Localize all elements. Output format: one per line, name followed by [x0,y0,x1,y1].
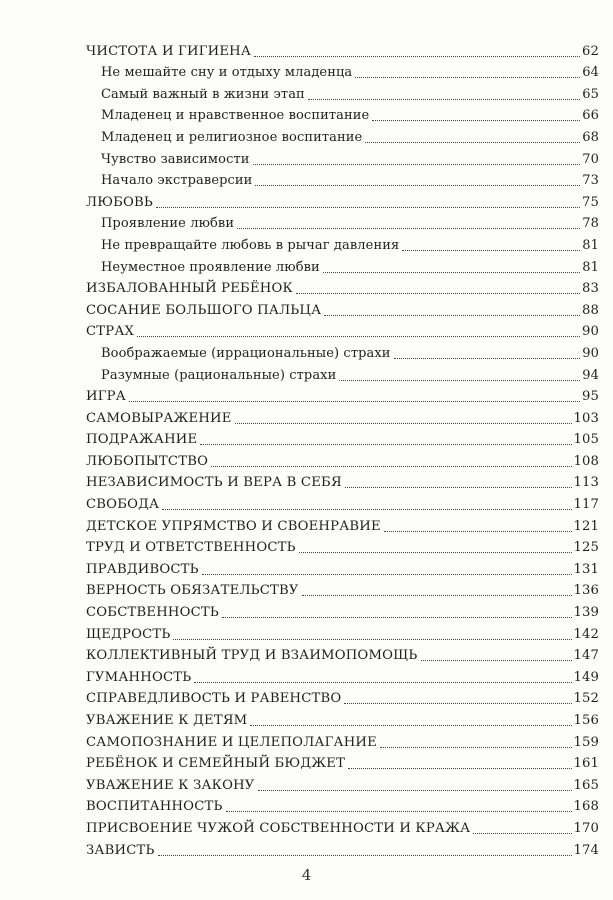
dot-leader [237,228,580,229]
toc-entry [86,276,599,298]
toc-entry-page: 159 [573,734,599,750]
toc-entry [86,362,599,384]
table-of-contents [86,38,599,859]
toc-entry-page: 170 [573,820,599,836]
toc-entry-title: КОЛЛЕКТИВНЫЙ ТРУД И ВЗАИМОПОМОЩЬ [86,648,418,664]
toc-entry-title: ЩЕДРОСТЬ [86,626,171,642]
toc-entry-title: УВАЖЕНИЕ К ЗАКОНУ [86,777,255,793]
toc-entry [86,38,599,60]
dot-leader [421,660,572,661]
toc-entry-title: ДЕТСКОЕ УПРЯМСТВО И СВОЕНРАВИЕ [86,518,381,534]
toc-entry-title: ПРАВДИВОСТЬ [86,561,199,577]
toc-entry [86,686,599,708]
toc-entry-title: УВАЖЕНИЕ К ДЕТЯМ [86,713,248,728]
toc-entry-page: 88 [582,302,599,318]
toc-entry-page: 68 [582,129,599,145]
dot-leader [348,768,571,769]
toc-entry-page: 125 [573,540,599,556]
toc-entry-title: Воображаемые (иррациональные) страхи [101,345,391,361]
toc-entry-page: 113 [573,475,599,491]
toc-entry [86,707,599,729]
toc-entry [86,751,599,773]
toc-entry-title: СОБСТВЕННОСТЬ [86,605,219,621]
toc-entry [86,211,599,233]
toc-entry-page: 165 [573,777,599,793]
toc-entry [86,254,599,276]
dot-leader [235,423,572,424]
toc-entry-page: 121 [573,518,599,534]
dot-leader [211,466,571,467]
toc-entry-page: 78 [582,216,599,232]
toc-entry-title: Не превращайте любовь в рычаг давления [101,237,400,253]
toc-entry-title: СВОБОДА [86,497,160,513]
toc-entry [86,664,599,686]
toc-entry [86,513,599,535]
dot-leader [194,682,571,683]
dot-leader [226,811,572,812]
toc-entry-page: 156 [573,713,599,728]
dot-leader [173,639,571,640]
dot-leader [355,77,580,78]
dot-leader [344,703,571,704]
toc-entry-title: ТРУД И ОТВЕТСТВЕННОСТЬ [86,540,296,556]
toc-entry-title: ВОСПИТАННОСТЬ [86,799,223,815]
toc-entry-page: 105 [573,432,599,448]
toc-entry-page: 168 [573,799,599,815]
toc-entry [86,384,599,406]
dot-leader [394,358,581,359]
toc-entry [86,340,599,362]
toc-entry-page: 147 [573,648,599,664]
toc-entry-title: Начало экстраверсии [101,173,253,189]
dot-leader [402,250,580,251]
dot-leader [365,142,580,143]
toc-entry [86,448,599,470]
toc-entry-page: 149 [573,669,599,685]
toc-entry [86,815,599,837]
toc-entry [86,470,599,492]
dot-leader [258,790,572,791]
dot-leader [129,401,580,402]
toc-entry-page: 152 [573,691,599,707]
toc-entry-title: ВЕРНОСТЬ ОБЯЗАТЕЛЬСТВУ [86,583,299,599]
toc-entry-title: ЗАВИСТЬ [86,842,155,858]
toc-entry-title: СПРАВЕДЛИВОСТЬ И РАВЕНСТВО [86,691,342,707]
toc-entry-title: Неуместное проявление любви [101,259,320,275]
dot-leader [158,855,572,856]
toc-entry-title: СОСАНИЕ БОЛЬШОГО ПАЛЬЦА [86,302,322,318]
toc-entry [86,146,599,168]
toc-entry-page: 161 [573,756,599,772]
toc-entry [86,621,599,643]
toc-entry [86,297,599,319]
toc-entry-page: 95 [582,389,599,405]
toc-entry-page: 83 [582,281,599,297]
toc-entry-title: ЛЮБОПЫТСТВО [86,453,209,469]
toc-entry-page: 103 [573,410,599,426]
dot-leader [162,509,571,510]
toc-entry-page: 64 [582,65,599,81]
toc-entry-title: Младенец и нравственное воспитание [101,108,370,124]
toc-entry [86,599,599,621]
toc-entry-page: 174 [573,842,599,858]
toc-entry-title: РЕБЁНОК И СЕМЕЙНЫЙ БЮДЖЕТ [86,756,346,772]
toc-entry [86,556,599,578]
toc-entry-page: 139 [573,605,599,621]
toc-entry [86,535,599,557]
dot-leader [324,315,580,316]
toc-entry [86,232,599,254]
toc-entry-title: ГУМАННОСТЬ [86,669,192,685]
dot-leader [473,833,571,834]
toc-entry-page: 81 [582,259,599,275]
toc-entry-page: 108 [573,453,599,469]
toc-entry-page: 136 [573,583,599,599]
toc-entry-page: 90 [582,324,599,340]
toc-entry-page: 73 [582,173,599,189]
toc-entry-page: 70 [582,151,599,167]
toc-entry-page: 117 [573,497,599,513]
toc-entry-title: САМОВЫРАЖЕНИЕ [86,410,232,426]
toc-entry [86,794,599,816]
toc-entry-title: САМОПОЗНАНИЕ И ЦЕЛЕПОЛАГАНИЕ [86,734,377,750]
toc-entry-title: Чувство зависимости [101,151,250,167]
dot-leader [255,185,580,186]
toc-entry-title: Самый важный в жизни этап [101,86,305,102]
toc-entry-page: 90 [582,345,599,361]
toc-entry-title: Младенец и религиозное воспитание [101,129,363,145]
toc-entry-page: 94 [582,367,599,383]
toc-entry-page: 66 [582,108,599,124]
toc-entry-page: 142 [573,626,599,642]
toc-entry-title: НЕЗАВИСИМОСТЬ И ВЕРА В СЕБЯ [86,475,342,491]
dot-leader [372,120,580,121]
dot-leader [202,574,572,575]
dot-leader [296,293,580,294]
toc-entry [86,427,599,449]
toc-entry-title: ПОДРАЖАНИЕ [86,432,198,448]
dot-leader [339,380,580,381]
dot-leader [302,595,572,596]
toc-entry-title: ИГРА [86,389,126,405]
toc-entry [86,60,599,82]
toc-entry-title: СТРАХ [86,324,135,340]
toc-entry [86,189,599,211]
toc-entry-page: 75 [582,194,599,210]
dot-leader [323,272,580,273]
toc-entry [86,319,599,341]
toc-entry [86,168,599,190]
toc-entry [86,578,599,600]
dot-leader [254,56,580,57]
toc-entry [86,491,599,513]
page-number: 4 [301,866,312,884]
toc-entry-title: Не мешайте сну и отдыху младенца [101,65,353,81]
toc-entry-title: Разумные (рациональные) страхи [101,367,337,383]
dot-leader [250,725,571,726]
toc-entry [86,124,599,146]
toc-entry-title: ЧИСТОТА И ГИГИЕНА [86,43,252,59]
dot-leader [384,531,572,532]
toc-entry-title: Проявление любви [101,216,235,232]
toc-entry [86,772,599,794]
dot-leader [380,747,572,748]
dot-leader [308,99,580,100]
toc-entry [86,643,599,665]
toc-entry-page: 81 [582,237,599,253]
dot-leader [345,487,572,488]
dot-leader [253,164,581,165]
toc-entry [86,837,599,859]
toc-entry-title: ЛЮБОВЬ [86,194,154,210]
dot-leader [137,336,580,337]
toc-entry-page: 62 [582,43,599,59]
toc-entry-title: ИЗБАЛОВАННЫЙ РЕБЁНОК [86,281,293,297]
toc-entry-title: ПРИСВОЕНИЕ ЧУЖОЙ СОБСТВЕННОСТИ И КРАЖА [86,820,471,836]
toc-entry-page: 65 [582,86,599,102]
dot-leader [200,444,571,445]
toc-entry [86,405,599,427]
dot-leader [222,617,572,618]
toc-entry [86,81,599,103]
toc-entry-page: 131 [573,561,599,577]
toc-entry [86,729,599,751]
dot-leader [156,207,580,208]
dot-leader [299,552,572,553]
toc-entry [86,103,599,125]
